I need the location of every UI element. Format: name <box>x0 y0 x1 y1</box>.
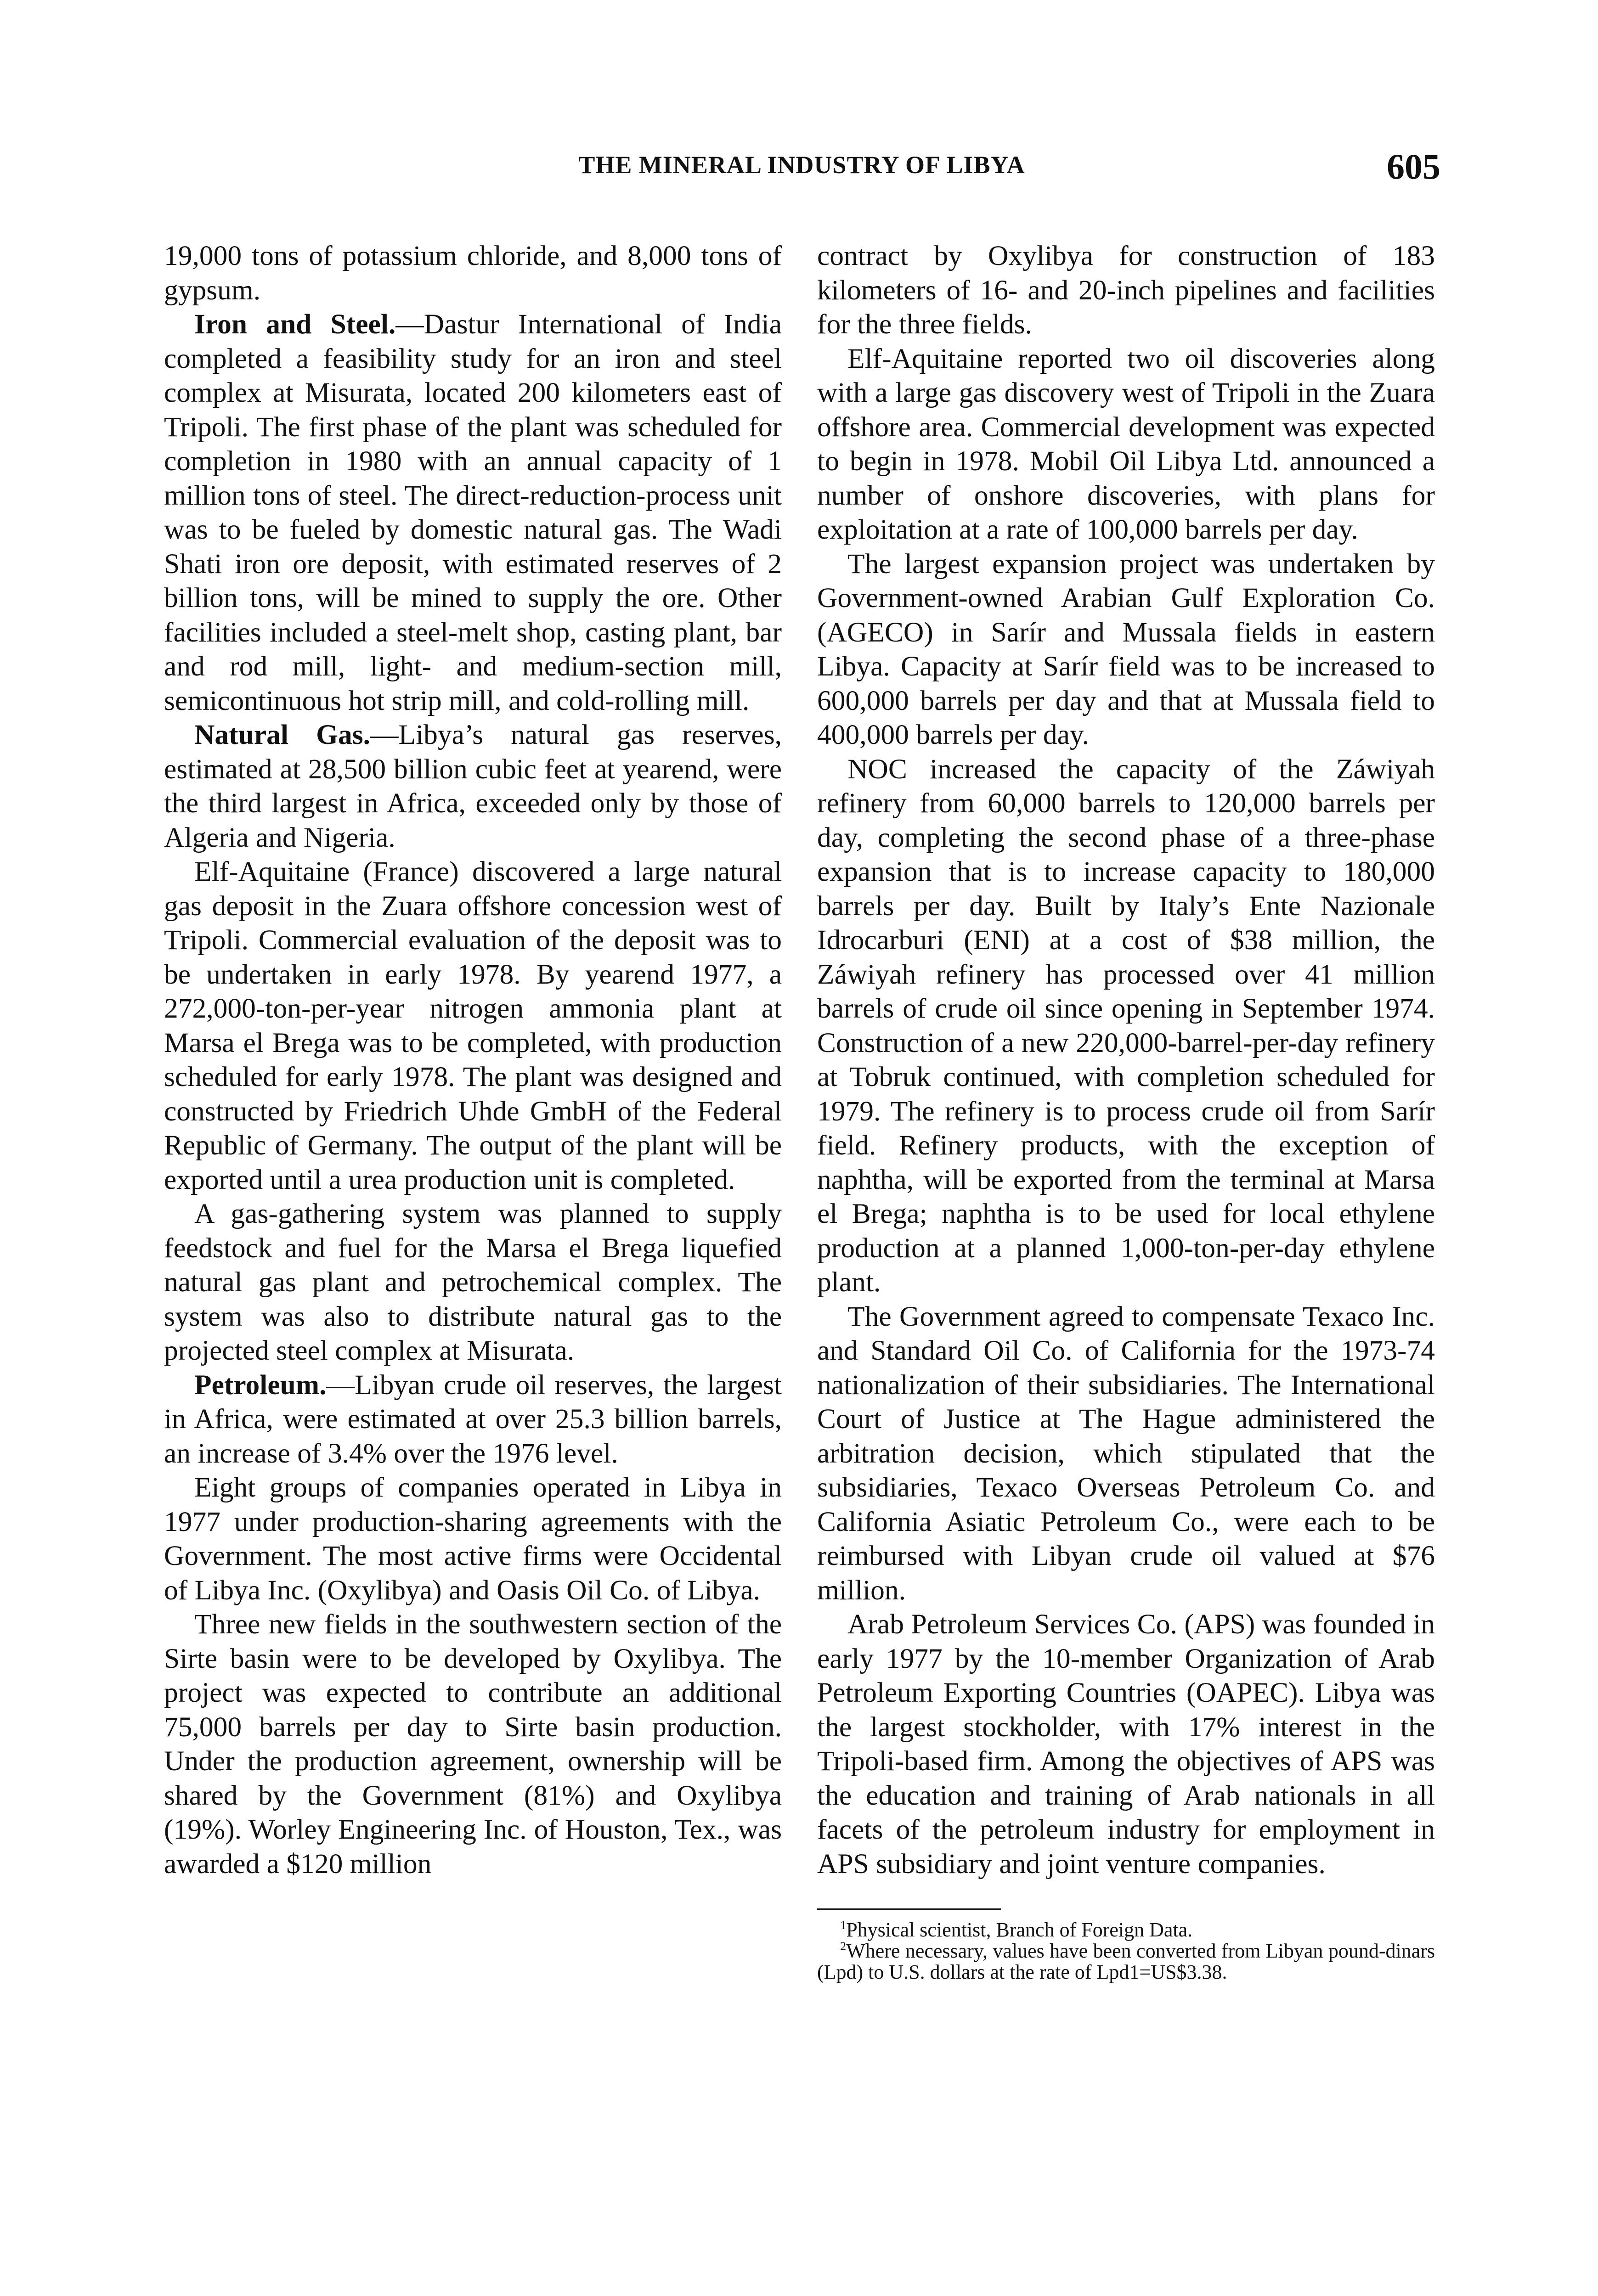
left-column <box>164 239 782 1881</box>
running-head <box>163 146 1440 187</box>
paragraph-natural-gas-text: —Libya’s natural gas reserves, estimated at 28,500 billion cubic feet at yearend, were the third largest in Africa, exceeded only by those of Algeria and Nigeria. <box>164 719 782 853</box>
footnote-1-text: Physical scientist, Branch of Foreign Data. <box>846 1919 1193 1941</box>
paragraph-iron-steel <box>164 307 782 718</box>
footnote-2 <box>817 1941 1435 1983</box>
paragraph-noc-refinery: NOC increased the capacity of the Záwiyah refinery from 60,000 barrels to 120,000 barrels per day, completing the second phase of a three-phase expansion that is to increase capacity to 180,000 barrels per day. Built by Italy’s Ente Nazionale Idrocarburi (ENI) at a cost of $38 million, the Záwiyah refinery has processed over 41 million barrels of crude oil since opening in September 1974. Construction of a new 220,000-barrel-per-day refinery at Tobruk continued, with completion scheduled for 1979. The refinery is to process crude oil from Sarír field. Refinery products, with the exception of naphtha, will be exported from the terminal at Marsa el Brega; naphtha is to be used for local ethylene production at a planned 1,000-ton-per-day ethylene plant. <box>817 753 1435 1298</box>
paragraph-aps: Arab Petroleum Services Co. (APS) was founded in early 1977 by the 10-member Organization of Arab Petroleum Exporting Countries (OAPEC). Libya was the largest stockholder, with 17% interest in the Tripoli-based firm. Among the objectives of APS was the education and training of Arab nationals in all facets of the petroleum industry for employment in APS subsidiary and joint venture companies. <box>817 1609 1435 1880</box>
footnotes <box>817 1919 1435 1983</box>
paragraph-elf-oil-discoveries: Elf-Aquitaine reported two oil discoveries along with a large gas discovery west of Tripoli in the Zuara offshore area. Commercial development was expected to begin in 1978. Mobil Oil Libya Ltd. announced a number of onshore discoveries, with plans for exploitation at a rate of 100,000 barrels per day. <box>817 343 1435 545</box>
paragraph-compensation: The Government agreed to compensate Texaco Inc. and Standard Oil Co. of California for the 1973-74 nationalization of their subsidiaries. The International Court of Justice at The Hague administered the arbitration decision, which stipulated that the subsidiaries, Texaco Overseas Petroleum Co. and California Asiatic Petroleum Co., were each to be reimbursed with Libyan crude oil valued at $76 million. <box>817 1300 1435 1606</box>
section-heading-iron-steel: Iron and Steel. <box>194 309 396 340</box>
section-heading-natural-gas: Natural Gas. <box>194 719 371 750</box>
footnote-divider <box>817 1908 1001 1910</box>
paragraph-petroleum-text: —Libyan crude oil reserves, the largest in Africa, were estimated at over 25.3 billion barrels, an increase of 3.4% over the 1976 level. <box>164 1369 782 1469</box>
paragraph-elf-aquitaine-gas: Elf-Aquitaine (France) discovered a large natural gas deposit in the Zuara offshore concession west of Tripoli. Commercial evaluation of the deposit was to be undertaken in early 1978. By yearend 1977, a 272,000-ton-per-year nitrogen ammonia plant at Marsa el Brega was to be completed, with production scheduled for early 1978. The plant was designed and constructed by Friedrich Uhde GmbH of the Federal Republic of Germany. The output of the plant will be exported until a urea production unit is completed. <box>164 856 782 1195</box>
right-column <box>817 239 1435 1983</box>
paragraph-new-fields: Three new fields in the southwestern section of the Sirte basin were to be developed by Oxylibya. The project was expected to contribute an additional 75,000 barrels per day to Sirte basin production. Under the production agreement, ownership will be shared by the Government (81%) and Oxylibya (19%). Worley Engineering Inc. of Houston, Tex., was awarded a $120 million <box>164 1609 782 1880</box>
footnote-2-mark: 2 <box>840 1939 847 1953</box>
paragraph-petroleum <box>164 1368 782 1471</box>
paragraph-pipeline-contract: contract by Oxylibya for construction of 183 kilometers of 16- and 20-inch pipelines and facilities for the three fields. <box>817 240 1435 340</box>
paragraph-natural-gas <box>164 718 782 855</box>
page-number: 605 <box>1387 146 1440 186</box>
section-heading-petroleum: Petroleum. <box>194 1369 327 1401</box>
paragraph-gas-gathering: A gas-gathering system was planned to supply feedstock and fuel for the Marsa el Brega liquefied natural gas plant and petrochemical complex. The system was also to distribute natural gas to the projected steel complex at Misurata. <box>164 1198 782 1366</box>
paragraph-ageco-expansion: The largest expansion project was undertaken by Government-owned Arabian Gulf Exploration Co. (AGECO) in Sarír and Mussala fields in eastern Libya. Capacity at Sarír field was to be increased to 600,000 barrels per day and that at Mussala field to 400,000 barrels per day. <box>817 548 1435 750</box>
footnote-1-mark: 1 <box>840 1918 847 1932</box>
paragraph-iron-steel-text: —Dastur International of India completed a feasibility study for an iron and steel complex at Misurata, located 200 kilometers east of Tripoli. The first phase of the plant was scheduled for completion in 1980 with an annual capacity of 1 million tons of steel. The direct-reduction-process unit was to be fueled by domestic natural gas. The Wadi Shati iron ore deposit, with estimated reserves of 2 billion tons, will be mined to supply the ore. Other facilities included a steel-melt shop, casting plant, bar and rod mill, light- and medium-section mill, semicontinuous hot strip mill, and cold-rolling mill. <box>164 309 782 716</box>
paragraph-potassium: 19,000 tons of potassium chloride, and 8,000 tons of gypsum. <box>164 240 782 306</box>
footnote-1 <box>817 1919 1435 1941</box>
footnote-2-text: Where necessary, values have been converted from Libyan pound-dinars (Lpd) to U.S. dollars at the rate of Lpd1=US$3.38. <box>817 1940 1435 1983</box>
paragraph-company-groups: Eight groups of companies operated in Libya in 1977 under production-sharing agreements with the Government. The most active firms were Occidental of Libya Inc. (Oxylibya) and Oasis Oil Co. of Libya. <box>164 1472 782 1606</box>
running-title: THE MINERAL INDUSTRY OF LIBYA <box>578 151 1025 179</box>
